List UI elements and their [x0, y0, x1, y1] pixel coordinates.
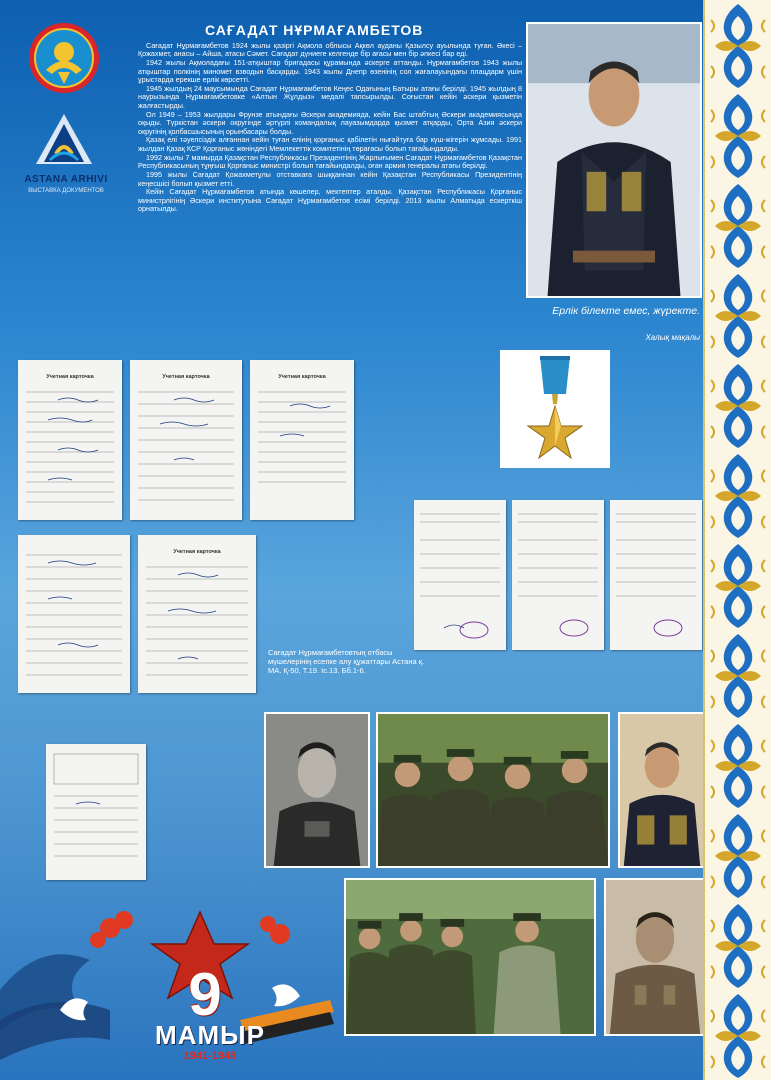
astana-emblem-icon — [28, 22, 100, 94]
document-heading: Учетная карточка — [278, 374, 326, 380]
document-scan — [18, 535, 130, 693]
victory-day-years: 1941-1945 — [183, 1050, 237, 1062]
document-scan — [18, 360, 122, 520]
document-scan — [512, 500, 604, 650]
wartime-portrait-photo — [604, 878, 706, 1036]
page-title: САҒАДАТ НҰРМАҒАМБЕТОВ — [205, 22, 424, 38]
bio-paragraph: 1995 жылы Сағадат Қожахметұлы отставкаға шыққаннан кейін Қазақстан Республикасы Президентінің кеңесшісі болып қызмет етті. — [138, 170, 522, 188]
biography-text — [138, 42, 522, 332]
document-heading: Учетная карточка — [162, 374, 210, 380]
ornamental-border — [703, 0, 771, 1080]
document-scan — [138, 535, 256, 693]
document-heading: Учетная карточка — [46, 374, 94, 380]
bio-paragraph: Ол 1949 – 1953 жылдары Фрунзе атындағы Әскери академияда, кейін Бас штабтың Әскери академиясында оқыды. Түркістан әскери округінде әртүрлі командалық лауазымдарда қызмет атқарды, Орта Азия әскери округінің қолбасшысының орынбасары болды. — [138, 109, 522, 136]
document-scan — [250, 360, 354, 520]
bio-paragraph: 1992 жылы 7 мамырда Қазақстан Республикасы Президентінің Жарлығымен Сағадат Нұрмағамбетов Қазақстан Республикасының тұңғыш Қорғаныс министрі болып тағайындалды, оған армия генералы атағы берілді. — [138, 152, 522, 171]
document-heading: Учетная карточка — [173, 549, 221, 555]
veterans-group-photo — [376, 712, 610, 868]
archive-logo-icon — [28, 110, 100, 170]
document-scan — [130, 360, 242, 520]
portrait-photo — [526, 22, 702, 298]
document-caption: Сағадат Нұрмағамбетовтың отбасы мүшелерінің есепке алу құжаттары Астана қ. МА. Қ-50, Т.19. Іс.13. Бб.1-6. — [268, 648, 425, 675]
quote-text: Ерлік білекте емес, жүректе. — [552, 305, 700, 317]
cadets-handshake-photo — [344, 878, 596, 1036]
victory-day-number: 9 — [188, 961, 222, 1028]
bio-paragraph: 1945 жылдың 24 маусымында Сағадат Нұрмағамбетов Кеңес Одағының Батыры атағы берілді. 1945 жылдың 8 наурызында Нұрмағамбетовке «Алтын Жұлдыз» медалі тапсырылды. Соғыстан кейін әскери қызметін жалғастырды. — [138, 84, 522, 110]
document-scan — [46, 744, 146, 880]
ornament-pattern-icon — [705, 0, 771, 1080]
gold-star-medal — [500, 350, 610, 468]
bio-paragraph: 1942 жылы Ақмоладағы 151-атқыштар бригадасы құрамында әскерге аттанды. Нұрмағамбетов 1943 жылы атқыштар полкінің миномет взводын басқарды. 1943 жылы Днепр өзенінің сол жағалауындағы плацдарм үшін ұрыстарда ерекше ерлік көрсетті. — [138, 58, 522, 85]
bio-paragraph: Кейін Сағадат Нұрмағамбетов атында көшелер, мектептер аталды. Қазақстан Республикасы Қорғаныс министрлігінің Әскери институтына Сағадат Нұрмағамбетов есімі берілді. 2013 жылы Алматыда ескерткіш орнатылды. — [138, 187, 522, 214]
bio-paragraph: Қазақ елі тәуелсіздік алғаннан кейін туған елінің қорғаныс қабілетін нығайтуға бар күш-жігерін жұмсады. 1991 жылдан Қазақ КСР Қорғаныс жөніндегі Мемлекеттік комитетінің төрағасы болып тағайындалды. — [138, 135, 522, 153]
quote-source: Халық мақалы — [645, 333, 700, 342]
document-scan — [610, 500, 702, 650]
general-smiling-photo — [618, 712, 706, 868]
victory-day-month: МАМЫР — [155, 1020, 265, 1050]
bio-paragraph: Сағадат Нұрмағамбетов 1924 жылы қазіргі Ақмола облысы Ақкөл ауданы Қазылсу ауылында туған. Әкесі – Қожахмет, анасы – Айша, атасы Сәмет. Сағадат дүниеге келгенде бір ағасы мен бір әпкесі бар еді. — [138, 42, 522, 59]
young-officer-photo — [264, 712, 370, 868]
archive-subtitle: ВЫСТАВКА ДОКУМЕНТОВ — [28, 188, 104, 194]
archive-name: ASTANA ARHIVI — [24, 174, 108, 185]
document-scan — [414, 500, 506, 650]
